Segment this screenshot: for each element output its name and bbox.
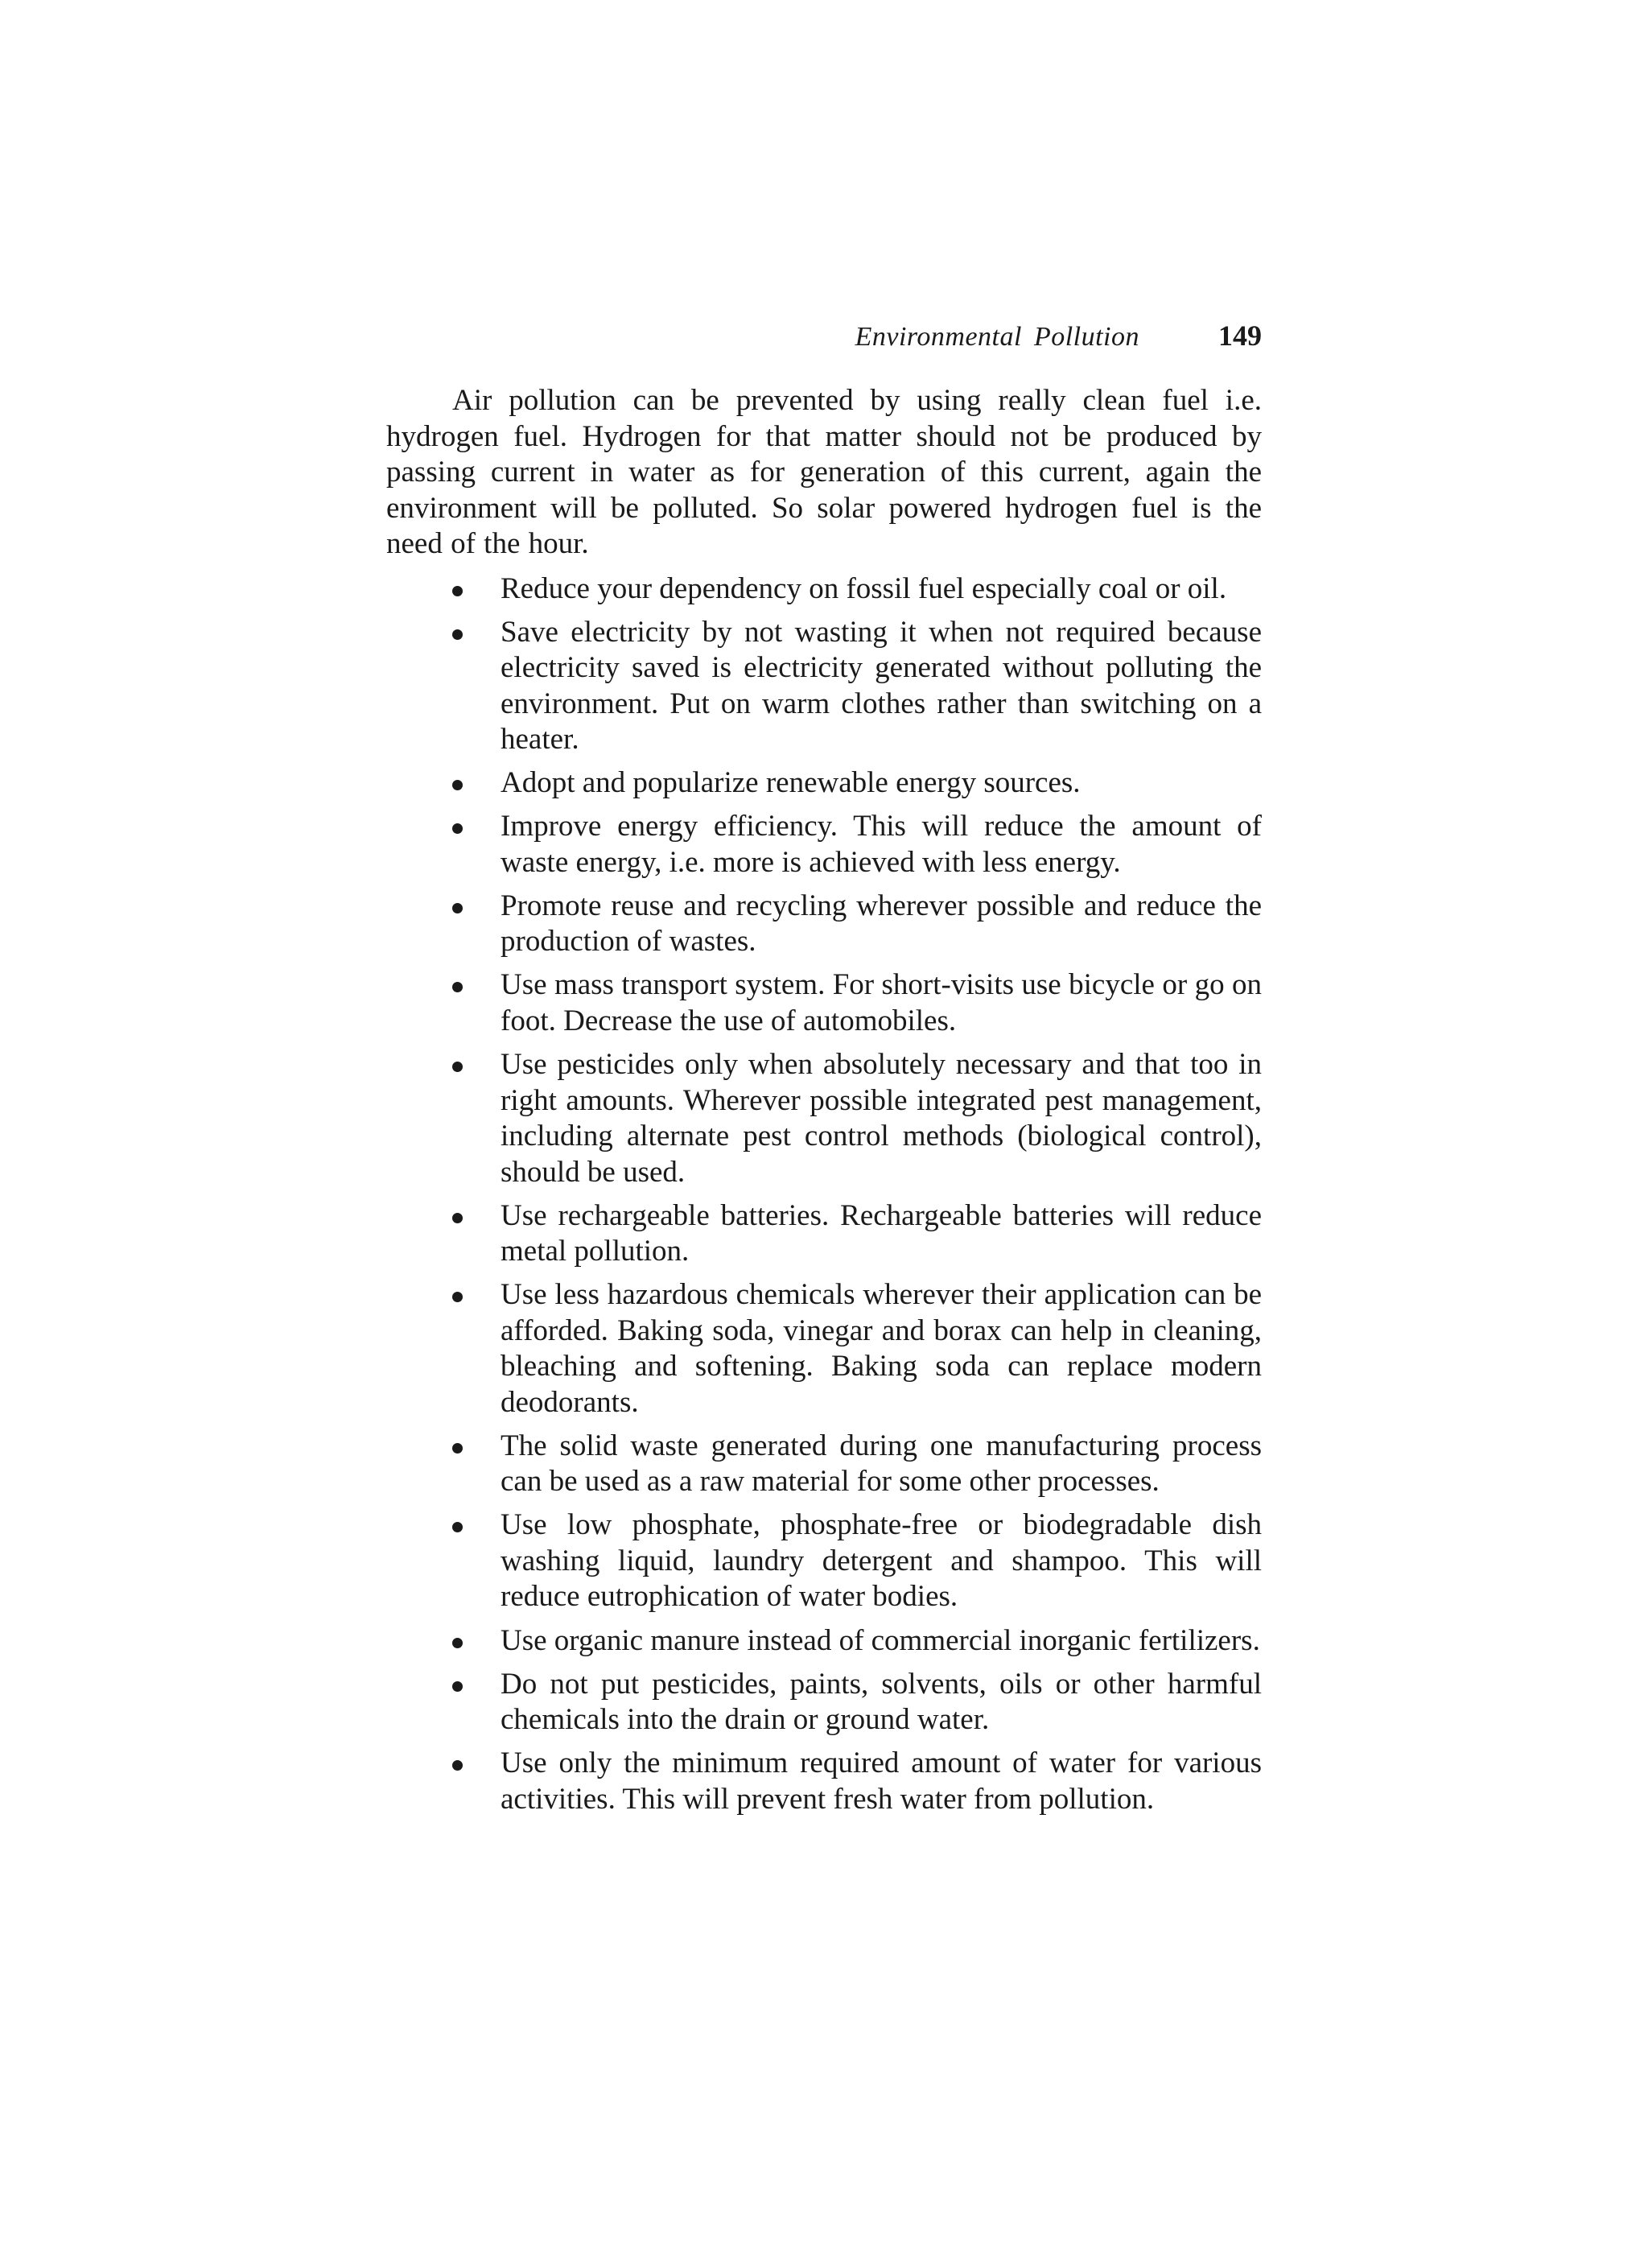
running-head [386,319,1262,361]
list-item-text: Use pesticides only when absolutely necessary and that too in right amounts. Wherever possible integrated pest management, including alternate pest control methods (biological control), should be used. [501,1048,1262,1189]
list-item-text: Use less hazardous chemicals wherever their application can be afforded. Baking soda, vinegar and borax can help in cleaning, bleaching and softening. Baking soda can replace modern deodorants. [501,1278,1262,1419]
list-item-text: Use low phosphate, phosphate-free or biodegradable dish washing liquid, laundry detergent and shampoo. This will reduce eutrophication of water bodies. [501,1508,1262,1614]
list-item [386,809,1262,880]
list-item [386,571,1262,608]
list-item-text: Improve energy efficiency. This will reduce the amount of waste energy, i.e. more is achieved with less energy. [501,810,1262,879]
list-item-text: Save electricity by not wasting it when not required because electricity saved is electricity generated without polluting the environment. Put on warm clothes rather than switching on a heater. [501,615,1262,757]
list-item-text: Reduce your dependency on fossil fuel especially coal or oil. [501,571,1227,605]
bullet-dot-icon [452,629,463,640]
bullet-dot-icon [452,1681,463,1692]
bullet-dot-icon [452,823,463,834]
list-item-text: Use only the minimum required amount of water for various activities. This will prevent fresh water from pollution. [501,1746,1262,1816]
list-item [386,889,1262,960]
list-item [386,1198,1262,1270]
list-item-text: The solid waste generated during one manufacturing process can be used as a raw material for some other processes. [501,1429,1262,1499]
list-item [386,1507,1262,1615]
bullet-dot-icon [452,1213,463,1223]
bullet-dot-icon [452,1522,463,1532]
list-item [386,1623,1262,1660]
list-item-text: Use mass transport system. For short-visits use bicycle or go on foot. Decrease the use of automobiles. [501,968,1262,1037]
bullet-dot-icon [452,903,463,913]
list-item [386,1047,1262,1190]
list-item-text: Promote reuse and recycling wherever possible and reduce the production of wastes. [501,889,1262,959]
list-item [386,967,1262,1039]
page-body [386,383,1262,1825]
bullet-dot-icon [452,1760,463,1771]
list-item [386,1746,1262,1817]
running-title: Environmental Pollution [855,322,1139,352]
intro-paragraph: Air pollution can be prevented by using really clean fuel i.e. hydrogen fuel. Hydrogen for that matter should not be produced by passing current in water as for generation of this current, again the environment will be polluted. So solar powered hydrogen fuel is the need of the hour. [386,384,1262,560]
bullet-dot-icon [452,1443,463,1454]
list-item [386,1277,1262,1421]
list-item [386,615,1262,758]
list-item-text: Use rechargeable batteries. Rechargeable batteries will reduce metal pollution. [501,1198,1262,1268]
page-number: 149 [1218,320,1262,352]
bullet-dot-icon [452,780,463,790]
pollution-prevention-list [386,571,1262,1818]
list-item-text: Use organic manure instead of commercial inorganic fertilizers. [501,1623,1260,1657]
bullet-dot-icon [452,1638,463,1648]
bullet-dot-icon [452,982,463,992]
bullet-dot-icon [452,1292,463,1302]
bullet-dot-icon [452,586,463,596]
list-item-text: Adopt and popularize renewable energy sources. [501,766,1081,800]
list-item [386,765,1262,802]
list-item [386,1667,1262,1738]
bullet-dot-icon [452,1062,463,1072]
list-item [386,1429,1262,1500]
list-item-text: Do not put pesticides, paints, solvents, oils or other harmful chemicals into the drain or ground water. [501,1667,1262,1737]
